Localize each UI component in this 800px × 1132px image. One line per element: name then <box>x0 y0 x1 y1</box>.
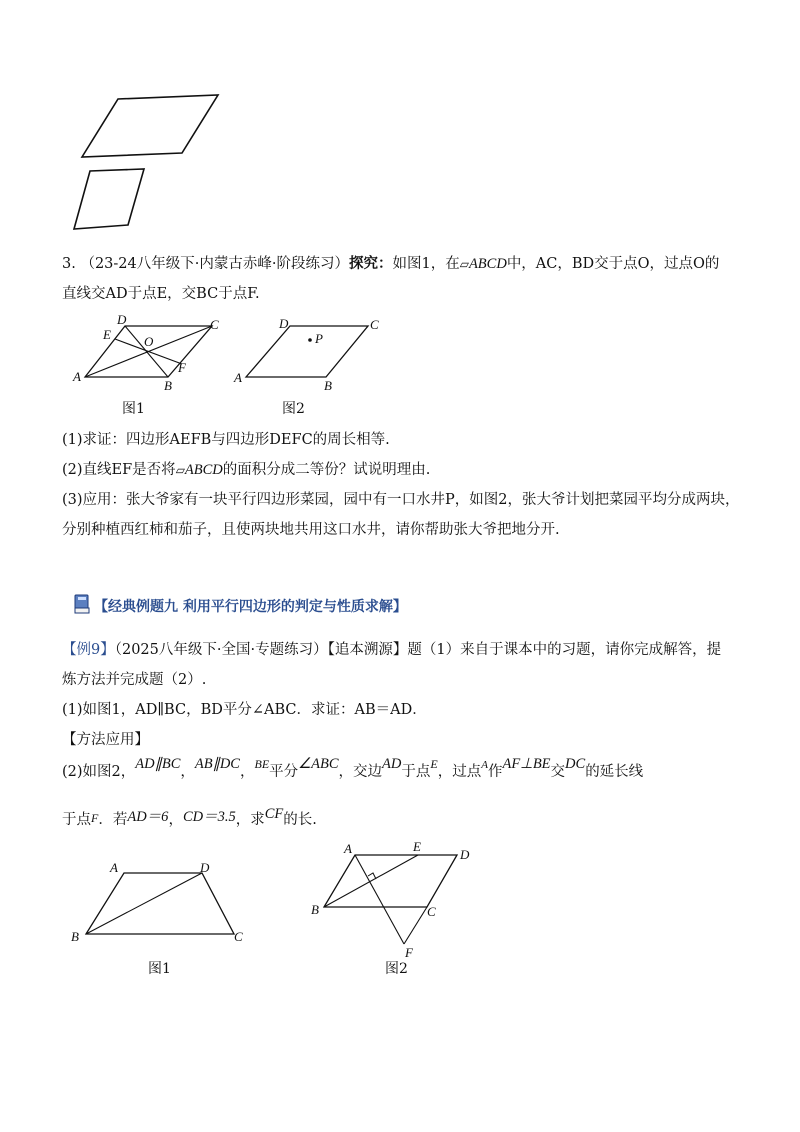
q3-part2-abcd: ABCD <box>184 462 223 478</box>
ex9-p2-ydian: 于点 <box>401 764 431 780</box>
ex9-p3-b: ．若 <box>98 812 128 828</box>
q3-fig2-point-p <box>308 338 312 342</box>
ex9-fig2-line-cf <box>404 907 427 944</box>
q3-abcd: ABCD <box>468 256 507 272</box>
ex9-fig2-line-be <box>324 855 418 907</box>
q3-fig1-label-b: B <box>164 378 172 393</box>
ex9-p3-e: 的长. <box>283 812 317 828</box>
q3-line1-end: 中，AC，BD交于点O，过点O的 <box>506 256 720 272</box>
q3-line2: 直线交AD于点E，交BC于点F. <box>62 286 260 302</box>
ex9-p2-end: 的延长线 <box>585 764 644 780</box>
ex9-fig2-label-c: C <box>427 904 436 919</box>
q3-fig2-label-p: P <box>315 331 323 346</box>
q3-fig2-label-d: D <box>279 316 289 331</box>
ex9-fig2-line-af <box>355 855 404 944</box>
ex9-p2-adv: AD <box>382 756 402 772</box>
ex9-p2-be: BE <box>254 757 270 771</box>
parallelogram-symbol-icon: ▱ <box>175 463 185 477</box>
ex9-line1 <box>62 640 721 660</box>
ex9-line2: 炼方法并完成题（2）. <box>62 672 207 688</box>
ex9-fig1-label-d: D <box>200 860 210 875</box>
q3-fig2-caption: 图2 <box>282 401 305 417</box>
ex9-method: 【方法应用】 <box>62 732 149 748</box>
ex9-p2-jb: ，交边 <box>338 764 383 780</box>
ex9-p2-ang: ∠ABC <box>298 756 339 772</box>
ex9-p2-dc: DC <box>565 756 586 772</box>
ex9-fig1-caption: 图1 <box>148 961 171 977</box>
q3-explore: 探究： <box>348 255 393 272</box>
ex9-p2-comma2: ， <box>239 764 255 780</box>
ex9-fig1-label-a: A <box>110 860 118 875</box>
q3-figure2 <box>230 312 390 397</box>
ex9-p3-f: F <box>91 811 99 825</box>
ex9-p2-zuo: 作 <box>487 764 503 780</box>
q3-fig1-label-d: D <box>117 312 127 327</box>
ex9-p2-pf: 平分 <box>269 764 299 780</box>
top-parallelograms <box>60 85 240 245</box>
parallelogram-large <box>82 95 218 157</box>
book-icon <box>72 593 92 615</box>
q3-fig1-caption: 图1 <box>122 401 145 417</box>
section-title: 【经典例题九 利用平行四边形的判定与性质求解】 <box>94 599 407 615</box>
ex9-fig2-label-a: A <box>344 841 352 856</box>
ex9-tag: 【例9】 <box>62 642 115 658</box>
q3-number: 3. <box>62 256 76 272</box>
ex9-fig2-right-angle-mark <box>368 873 376 879</box>
ex9-p2-e: E <box>430 757 438 771</box>
ex9-fig1-label-b: B <box>71 929 79 944</box>
ex9-fig2-label-d: D <box>460 847 470 862</box>
ex9-p2-gd: ，过点 <box>437 764 482 780</box>
parallelogram-symbol-icon: ▱ <box>459 257 469 271</box>
ex9-p3-ad: AD＝6 <box>127 809 169 825</box>
ex9-fig2-label-f: F <box>405 945 413 960</box>
q3-part1: (1)求证：四边形AEFB与四边形DEFC的周长相等. <box>62 432 390 448</box>
q3-fig2-parallelogram <box>246 326 368 377</box>
ex9-p2-a2: A <box>481 759 488 771</box>
ex9-fig2-label-e: E <box>413 839 421 854</box>
ex9-part1: (1)如图1，AD∥BC，BD平分∠ABC．求证：AB＝AD． <box>62 702 427 718</box>
q3-part2-a: (2)直线EF是否将 <box>62 462 176 478</box>
ex9-p2-afbe: AF⊥BE <box>502 756 551 772</box>
ex9-p2-jiao: 交 <box>550 764 566 780</box>
ex9-p2-ad: AD∥BC <box>135 756 181 772</box>
q3-fig2-label-c: C <box>370 317 379 332</box>
q3-part3-line2: 分别种植西红柿和茄子，且使两块地共用这口水井，请你帮助张大爷把地分开. <box>62 522 560 538</box>
q3-fig2-label-b: B <box>324 378 332 393</box>
ex9-p2-a: (2)如图2， <box>62 764 136 780</box>
q3-line1 <box>62 254 719 274</box>
ex9-fig2-caption: 图2 <box>385 961 408 977</box>
ex9-part2-line1 <box>62 756 644 783</box>
q3-fig2-label-a: A <box>234 370 242 385</box>
ex9-fig1-diagonal-bd <box>86 873 202 934</box>
q3-fig1-label-e: E <box>103 327 111 342</box>
q3-part3-line1: (3)应用：张大爷家有一块平行四边形菜园，园中有一口水井P，如图2，张大爷计划把菜园平均分成两块， <box>62 492 740 508</box>
q3-source: （23-24八年级下·内蒙古赤峰·阶段练习） <box>80 256 349 272</box>
ex9-fig1-trapezoid <box>86 873 234 934</box>
q3-fig1-label-f: F <box>178 360 186 375</box>
ex9-p2-comma1: ， <box>180 764 195 780</box>
ex9-figure2 <box>305 836 490 961</box>
ex9-part2-line2 <box>62 806 317 830</box>
q3-figure1 <box>70 312 230 397</box>
ex9-p3-cf: CF <box>264 806 284 822</box>
q3-fig1-label-o: O <box>144 334 154 349</box>
q3-fig1-label-a: A <box>73 369 81 384</box>
ex9-fig1-label-c: C <box>234 929 243 944</box>
ex9-p2-ab: AB∥DC <box>194 756 240 772</box>
q3-line1-rest: 如图1，在 <box>392 256 460 272</box>
parallelogram-small <box>74 169 144 229</box>
q3-part2 <box>62 460 430 480</box>
ex9-line1-rest: （2025八年级下·全国·专题练习）【追本溯源】题（1）来自于课本中的习题，请你完成解答，提 <box>114 642 722 658</box>
ex9-fig2-label-b: B <box>311 902 319 917</box>
ex9-p3-a: 于点 <box>62 812 91 828</box>
q3-fig1-label-c: C <box>210 317 219 332</box>
ex9-p3-cd: CD＝3.5 <box>182 809 236 825</box>
ex9-p3-d: ，求 <box>235 812 265 828</box>
q3-part2-c: 的面积分成二等份？试说明理由. <box>222 462 431 478</box>
ex9-figure1 <box>66 855 256 950</box>
ex9-fig2-parallelogram <box>324 855 457 907</box>
ex9-p3-c: ， <box>168 812 183 828</box>
